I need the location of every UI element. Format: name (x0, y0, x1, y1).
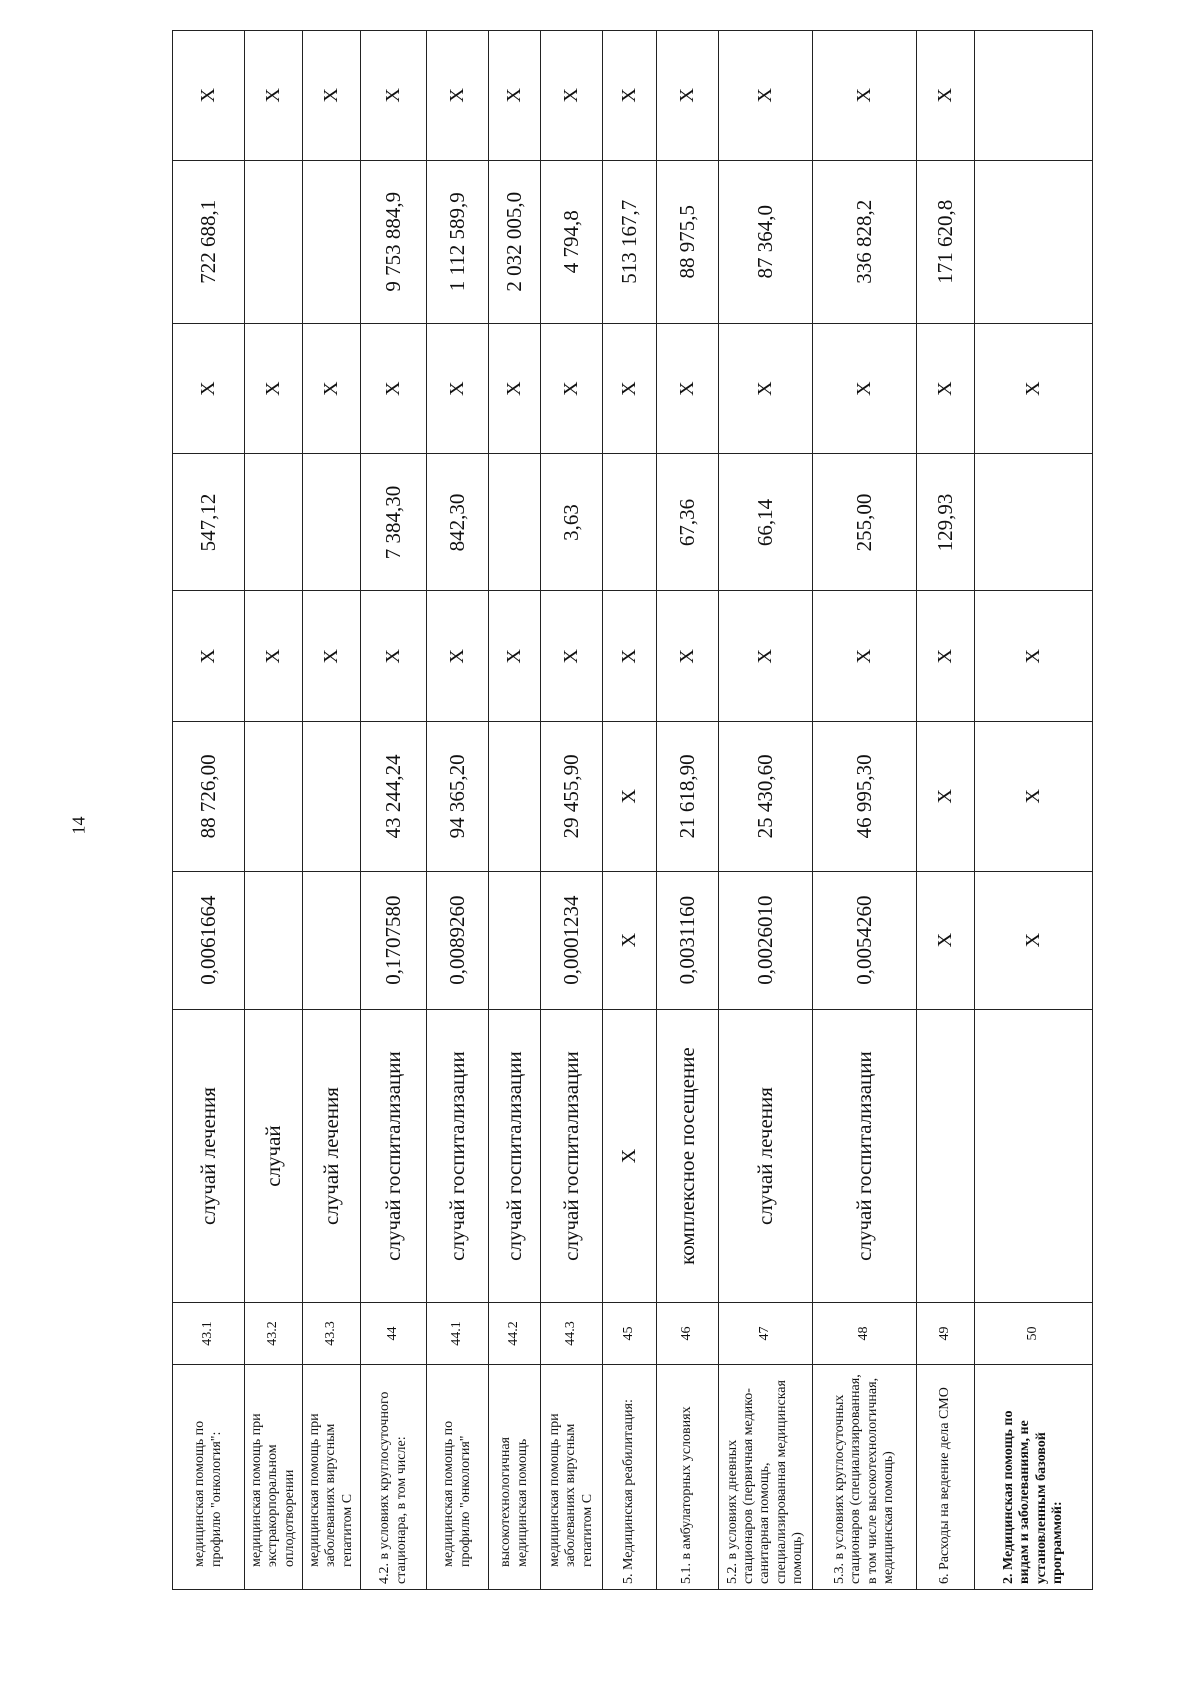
col-6-cell: Х (657, 591, 719, 722)
col-10-cell: Х (719, 31, 813, 161)
unit-cell: случай (245, 1009, 303, 1303)
col-8-cell: Х (427, 323, 489, 454)
row-name-cell: 5. Медицинская реабилитация: (603, 1364, 657, 1589)
table-row (427, 31, 489, 1590)
sum-cell: 2 032 005,0 (489, 160, 541, 323)
col-6-cell: Х (361, 591, 427, 722)
per-capita-cell: 67,36 (657, 454, 719, 591)
col-8-cell: Х (719, 323, 813, 454)
row-name-cell: медицинская помощь при заболеваниях вирусным гепатитом С (541, 1364, 603, 1589)
col-8-cell: Х (245, 323, 303, 454)
cost-cell: 46 995,30 (813, 722, 917, 872)
table-row (975, 31, 1093, 1590)
col-6-cell: Х (603, 591, 657, 722)
cost-cell: Х (975, 722, 1093, 872)
row-number-cell: 47 (719, 1303, 813, 1364)
row-name-cell: медицинская помощь по профилю "онкология": (173, 1364, 245, 1589)
volume-cell (303, 871, 361, 1009)
col-8-cell: Х (917, 323, 975, 454)
col-6-cell: Х (813, 591, 917, 722)
volume-cell: 0,0031160 (657, 871, 719, 1009)
rotated-table-container (172, 30, 1092, 1590)
table-row (657, 31, 719, 1590)
row-name-cell: высокотехнологичная медицинская помощь (489, 1364, 541, 1589)
col-10-cell: Х (541, 31, 603, 161)
row-number-cell: 44 (361, 1303, 427, 1364)
sum-cell: 1 112 589,9 (427, 160, 489, 323)
col-10-cell: Х (303, 31, 361, 161)
per-capita-cell: 66,14 (719, 454, 813, 591)
table-row (541, 31, 603, 1590)
per-capita-cell: 3,63 (541, 454, 603, 591)
cost-cell: 88 726,00 (173, 722, 245, 872)
cost-cell: 29 455,90 (541, 722, 603, 872)
unit-cell: комплексное посещение (657, 1009, 719, 1303)
per-capita-cell: 129,93 (917, 454, 975, 591)
data-table (172, 30, 1093, 1590)
volume-cell (245, 871, 303, 1009)
cost-cell: 43 244,24 (361, 722, 427, 872)
col-10-cell: Х (917, 31, 975, 161)
cost-cell: 94 365,20 (427, 722, 489, 872)
col-10-cell: Х (361, 31, 427, 161)
unit-cell: случай госпитализации (427, 1009, 489, 1303)
table-row (917, 31, 975, 1590)
col-8-cell: Х (541, 323, 603, 454)
row-number-cell: 43.2 (245, 1303, 303, 1364)
row-number-cell: 44.1 (427, 1303, 489, 1364)
col-8-cell: Х (489, 323, 541, 454)
page-number: 14 (68, 816, 89, 835)
col-10-cell: Х (173, 31, 245, 161)
cost-cell (303, 722, 361, 872)
per-capita-cell: 7 384,30 (361, 454, 427, 591)
col-8-cell: Х (975, 323, 1093, 454)
col-8-cell: Х (361, 323, 427, 454)
row-name-cell: медицинская помощь по профилю "онкология" (427, 1364, 489, 1589)
volume-cell: 0,0061664 (173, 871, 245, 1009)
col-10-cell: Х (813, 31, 917, 161)
sum-cell: 4 794,8 (541, 160, 603, 323)
unit-cell: случай лечения (719, 1009, 813, 1303)
row-number-cell: 48 (813, 1303, 917, 1364)
row-number-cell: 45 (603, 1303, 657, 1364)
volume-cell (489, 871, 541, 1009)
row-name-cell: медицинская помощь при экстракорпоральном оплодотворении (245, 1364, 303, 1589)
volume-cell: Х (975, 871, 1093, 1009)
sum-cell: 9 753 884,9 (361, 160, 427, 323)
col-10-cell: Х (603, 31, 657, 161)
volume-cell: 0,0026010 (719, 871, 813, 1009)
col-10-cell: Х (427, 31, 489, 161)
table-body (173, 31, 1093, 1590)
per-capita-cell (975, 454, 1093, 591)
col-10-cell (975, 31, 1093, 161)
volume-cell: Х (917, 871, 975, 1009)
row-name-cell: 4.2. в условиях круглосуточного стационара, в том числе: (361, 1364, 427, 1589)
unit-cell: случай госпитализации (361, 1009, 427, 1303)
row-name-cell: 6. Расходы на ведение дела СМО (917, 1364, 975, 1589)
per-capita-cell: 842,30 (427, 454, 489, 591)
row-name-cell: 2. Медицинская помощь по видам и заболеваниям, не установленным базовой программой: (975, 1364, 1093, 1589)
cost-cell: Х (917, 722, 975, 872)
unit-cell: случай госпитализации (541, 1009, 603, 1303)
table-row (719, 31, 813, 1590)
col-6-cell: Х (917, 591, 975, 722)
cost-cell (245, 722, 303, 872)
col-10-cell: Х (657, 31, 719, 161)
per-capita-cell (489, 454, 541, 591)
per-capita-cell (245, 454, 303, 591)
col-8-cell: Х (657, 323, 719, 454)
row-name-cell: 5.1. в амбулаторных условиях (657, 1364, 719, 1589)
cost-cell: Х (603, 722, 657, 872)
col-10-cell: Х (245, 31, 303, 161)
col-6-cell: Х (427, 591, 489, 722)
unit-cell (975, 1009, 1093, 1303)
unit-cell: случай лечения (173, 1009, 245, 1303)
table-row (173, 31, 245, 1590)
per-capita-cell: 255,00 (813, 454, 917, 591)
cost-cell (489, 722, 541, 872)
col-6-cell: Х (719, 591, 813, 722)
sum-cell: 722 688,1 (173, 160, 245, 323)
col-6-cell: Х (975, 591, 1093, 722)
sum-cell: 513 167,7 (603, 160, 657, 323)
per-capita-cell (603, 454, 657, 591)
volume-cell: 0,0001234 (541, 871, 603, 1009)
unit-cell: Х (603, 1009, 657, 1303)
col-6-cell: Х (173, 591, 245, 722)
sum-cell: 87 364,0 (719, 160, 813, 323)
table-row (245, 31, 303, 1590)
col-10-cell: Х (489, 31, 541, 161)
col-6-cell: Х (541, 591, 603, 722)
table-row (489, 31, 541, 1590)
col-6-cell: Х (303, 591, 361, 722)
volume-cell: 0,1707580 (361, 871, 427, 1009)
table-row (813, 31, 917, 1590)
sum-cell: 336 828,2 (813, 160, 917, 323)
per-capita-cell (303, 454, 361, 591)
per-capita-cell: 547,12 (173, 454, 245, 591)
row-number-cell: 46 (657, 1303, 719, 1364)
sum-cell (975, 160, 1093, 323)
sum-cell: 88 975,5 (657, 160, 719, 323)
row-name-cell: 5.2. в условиях дневных стационаров (первичная медико-санитарная помощь, специализированная медицинская помощь) (719, 1364, 813, 1589)
volume-cell: 0,0089260 (427, 871, 489, 1009)
row-number-cell: 43.3 (303, 1303, 361, 1364)
row-number-cell: 44.3 (541, 1303, 603, 1364)
col-8-cell: Х (813, 323, 917, 454)
row-number-cell: 43.1 (173, 1303, 245, 1364)
cost-cell: 21 618,90 (657, 722, 719, 872)
table-row (361, 31, 427, 1590)
unit-cell: случай лечения (303, 1009, 361, 1303)
sum-cell (245, 160, 303, 323)
col-8-cell: Х (303, 323, 361, 454)
col-6-cell: Х (489, 591, 541, 722)
unit-cell: случай госпитализации (489, 1009, 541, 1303)
volume-cell: 0,0054260 (813, 871, 917, 1009)
row-name-cell: медицинская помощь при заболеваниях вирусным гепатитом С (303, 1364, 361, 1589)
volume-cell: Х (603, 871, 657, 1009)
unit-cell: случай госпитализации (813, 1009, 917, 1303)
col-8-cell: Х (173, 323, 245, 454)
row-name-cell: 5.3. в условиях круглосуточных стационаров (специализированная, в том числе высокотехнологичная, медицинская помощь) (813, 1364, 917, 1589)
col-6-cell: Х (245, 591, 303, 722)
table-row (603, 31, 657, 1590)
col-8-cell: Х (603, 323, 657, 454)
row-number-cell: 50 (975, 1303, 1093, 1364)
cost-cell: 25 430,60 (719, 722, 813, 872)
row-number-cell: 49 (917, 1303, 975, 1364)
row-number-cell: 44.2 (489, 1303, 541, 1364)
table-row (303, 31, 361, 1590)
sum-cell: 171 620,8 (917, 160, 975, 323)
unit-cell (917, 1009, 975, 1303)
sum-cell (303, 160, 361, 323)
